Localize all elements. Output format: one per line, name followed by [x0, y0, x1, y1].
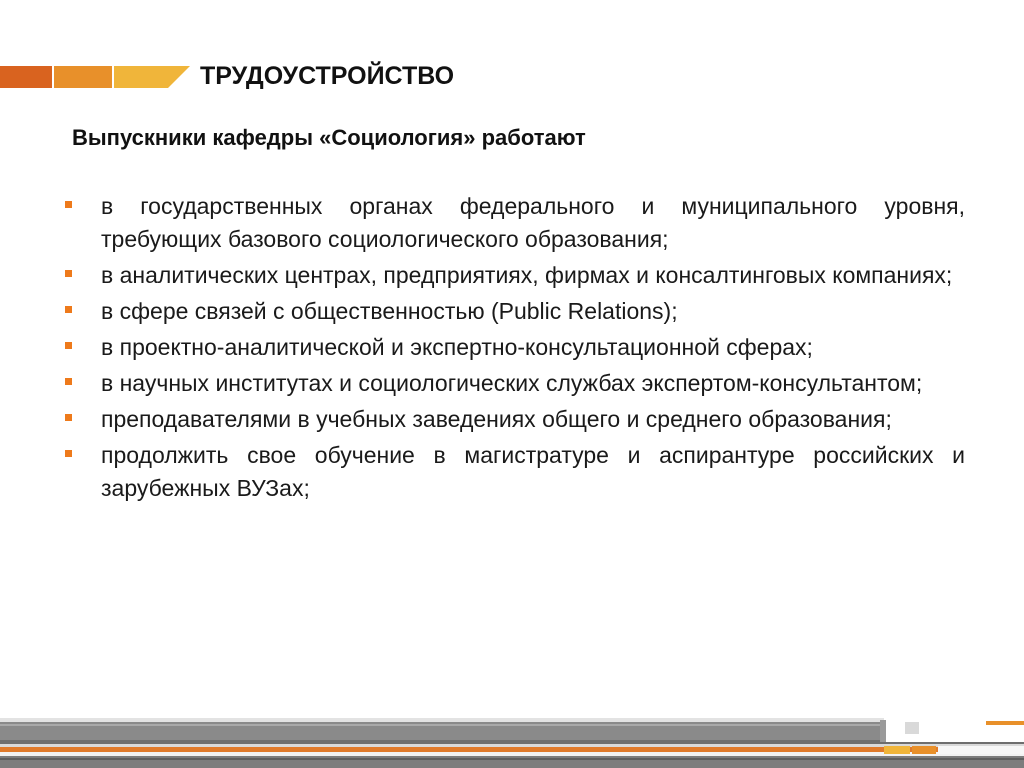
footer-decoration [0, 718, 1024, 768]
bullet-item [62, 403, 965, 436]
bullet-list [62, 190, 965, 508]
bullet-text: в проектно-аналитической и экспертно-консультационной сферах; [101, 334, 813, 360]
square-bullet-icon [65, 342, 72, 349]
bullet-text: преподавателями в учебных заведениях общего и среднего образования; [101, 406, 892, 432]
square-bullet-icon [65, 450, 72, 457]
slide-subtitle: Выпускники кафедры «Социология» работают [72, 125, 586, 150]
square-bullet-icon [65, 378, 72, 385]
bullet-text: в государственных органах федерального и муниципального уровня, требующих базового социологического образования; [101, 193, 965, 252]
square-bullet-icon [65, 270, 72, 277]
bullet-text: продолжить свое обучение в магистратуре и аспирантуре российских и зарубежных ВУЗах; [101, 442, 965, 501]
square-bullet-icon [65, 414, 72, 421]
bullet-item [62, 259, 965, 292]
square-bullet-icon [65, 201, 72, 208]
bullet-item [62, 439, 965, 505]
square-bullet-icon [65, 306, 72, 313]
header-accent-stripe [0, 66, 190, 88]
bullet-text: в сфере связей с общественностью (Public Relations); [101, 298, 678, 324]
bullet-item [62, 331, 965, 364]
bullet-text: в аналитических центрах, предприятиях, фирмах и консалтинговых компаниях; [101, 262, 953, 288]
bullet-item [62, 295, 965, 328]
bullet-text: в научных институтах и социологических службах экспертом-консультантом; [101, 370, 923, 396]
bullet-item [62, 190, 965, 256]
bullet-item [62, 367, 965, 400]
slide-title: ТРУДОУСТРОЙСТВО [200, 62, 455, 90]
